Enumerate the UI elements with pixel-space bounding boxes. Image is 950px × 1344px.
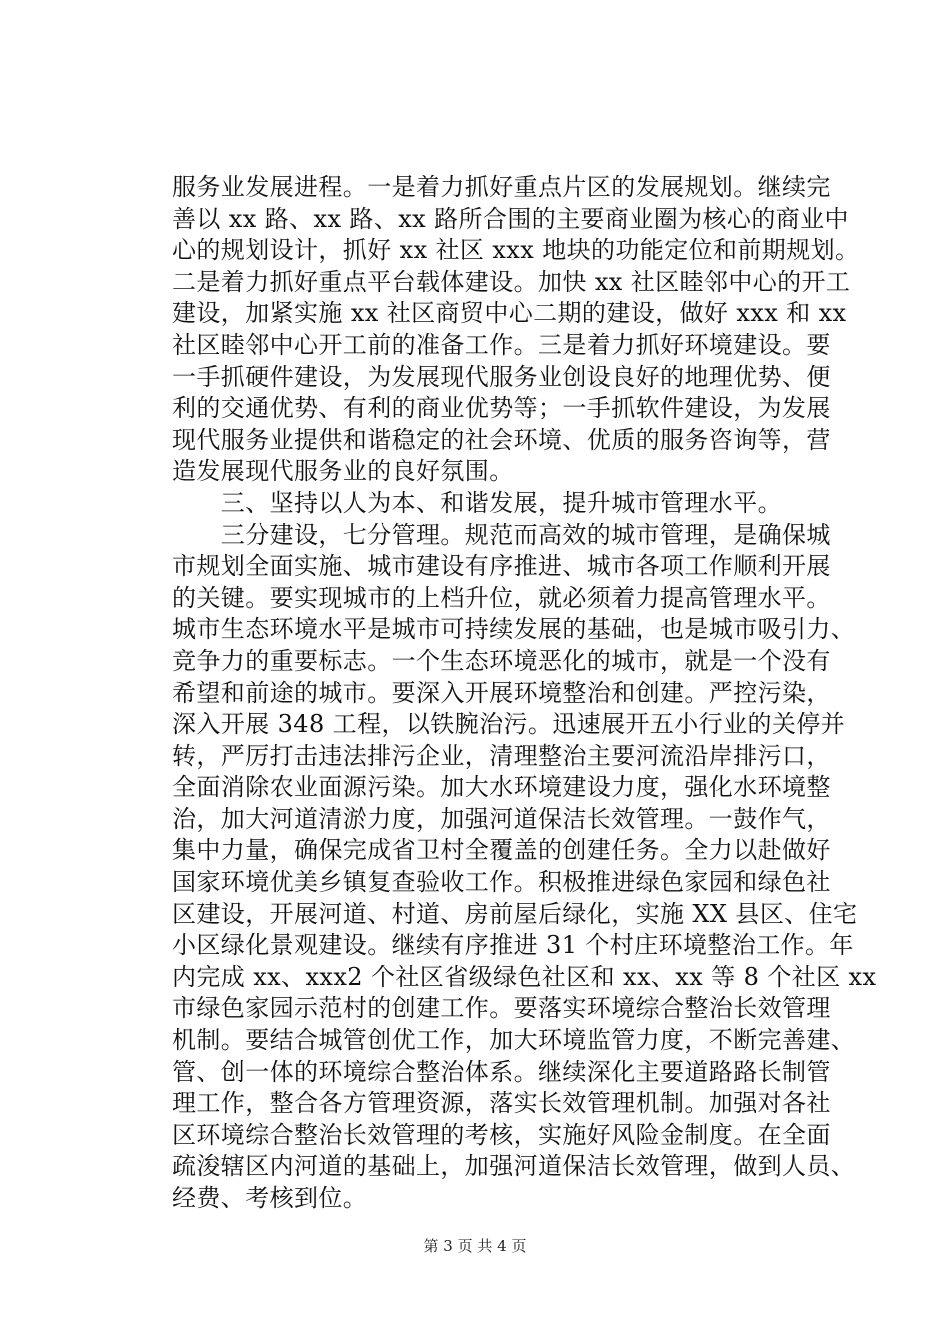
text-line: 的关键。要实现城市的上档升位，就必须着力提高管理水平。 [172,583,831,612]
text-line: 机制。要结合城管创优工作，加大环境监管力度，不断完善建、 [172,1026,856,1055]
text-line: 集中力量，确保完成省卫村全覆盖的创建任务。全力以赴做好 [172,836,831,865]
text-line: 城市生态环境水平是城市可持续发展的基础，也是城市吸引力、 [172,615,856,644]
text-line: 管、创一体的环境综合整治体系。继续深化主要道路路长制管 [172,1057,831,1086]
body-text [172,172,877,1215]
section-heading: 三、坚持以人为本、和谐发展，提升城市管理水平。 [172,488,782,517]
text-line: 市规划全面实施、城市建设有序推进、城市各项工作顺利开展 [172,552,831,581]
text-line: 社区睦邻中心开工前的准备工作。三是着力抓好环境建设。要 [172,330,831,359]
text-line: 建设，加紧实施 xx 社区商贸中心二期的建设，做好 xxx 和 xx [172,299,847,328]
text-line: 利的交通优势、有利的商业优势等；一手抓软件建设，为发展 [172,394,831,423]
text-line: 全面消除农业面源污染。加大水环境建设力度，强化水环境整 [172,773,831,802]
text-line: 竞争力的重要标志。一个生态环境恶化的城市，就是一个没有 [172,646,831,675]
text-line: 国家环境优美乡镇复查验收工作。积极推进绿色家园和绿色社 [172,868,831,897]
text-line: 小区绿化景观建设。继续有序推进 31 个村庄环境整治工作。年 [172,931,854,960]
text-line: 转，严厉打击违法排污企业，清理整治主要河流沿岸排污口， [172,741,831,770]
text-line: 理工作，整合各方管理资源，落实长效管理机制。加强对各社 [172,1089,831,1118]
page-number-footer: 第 3 页 共 4 页 [423,1237,527,1255]
text-line: 造发展现代服务业的良好氛围。 [172,457,514,486]
text-line: 三分建设，七分管理。规范而高效的城市管理，是确保城 [172,520,831,549]
text-line: 治，加大河道清淤力度，加强河道保洁长效管理。一鼓作气， [172,804,831,833]
text-line: 一手抓硬件建设，为发展现代服务业创设良好的地理优势、便 [172,362,831,391]
text-line: 深入开展 348 工程，以铁腕治污。迅速展开五小行业的关停并 [172,710,846,739]
text-line: 经费、考核到位。 [172,1184,368,1212]
text-line: 区环境综合整治长效管理的考核，实施好风险金制度。在全面 [172,1120,831,1149]
text-line: 服务业发展进程。一是着力抓好重点片区的发展规划。继续完 [172,173,831,201]
text-line: 市绿色家园示范村的创建工作。要落实环境综合整治长效管理 [172,994,831,1023]
text-line: 区建设，开展河道、村道、房前屋后绿化，实施 XX 县区、住宅 [172,899,858,928]
text-line: 善以 xx 路、xx 路、xx 路所合围的主要商业圈为核心的商业中 [172,204,849,233]
text-line: 现代服务业提供和谐稳定的社会环境、优质的服务咨询等，营 [172,425,831,454]
text-line: 疏浚辖区内河道的基础上，加强河道保洁长效管理，做到人员、 [172,1152,856,1181]
text-line: 心的规划设计，抓好 xx 社区 xxx 地块的功能定位和前期规划。 [172,236,860,265]
text-line: 内完成 xx、xxx2 个社区省级绿色社区和 xx、xx 等 8 个社区 xx [172,962,877,991]
text-line: 希望和前途的城市。要深入开展环境整治和创建。严控污染， [172,678,831,707]
text-line: 二是着力抓好重点平台载体建设。加快 xx 社区睦邻中心的开工 [172,267,851,296]
